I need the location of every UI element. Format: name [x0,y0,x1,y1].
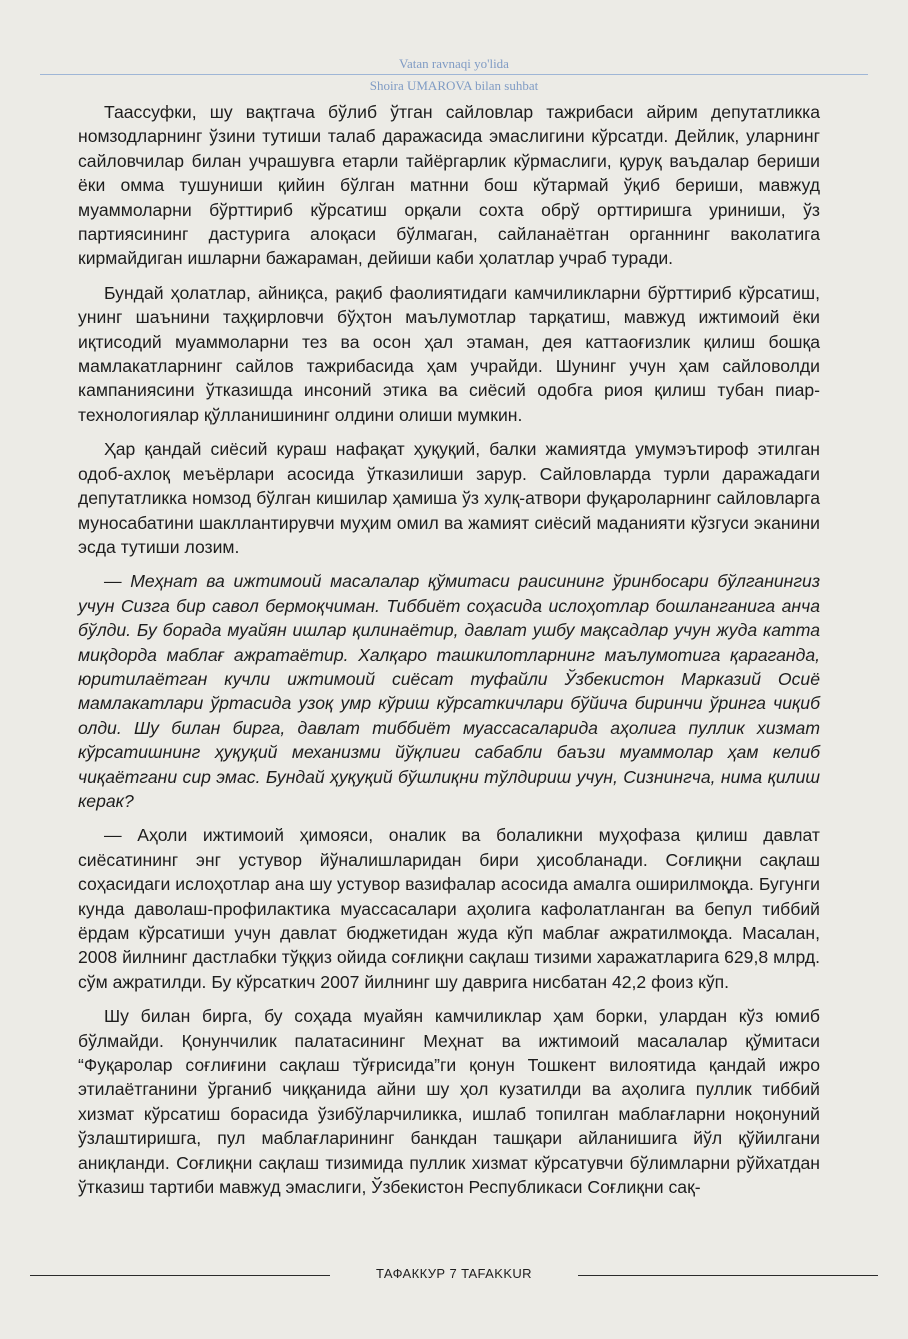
paragraph: Бундай ҳолатлар, айниқса, рақиб фаолиятидаги камчиликларни бўрттириб кўрсатиш, унинг шаънини таҳқирловчи бўҳтон маълумотлар тарқатиш, мавжуд ижтимоий ёки иқтисодий муаммоларни тез ва осон ҳал этаман, дея каттаоғизлик қилиш бошқа мамлакатларнинг сайлов тажрибасида ҳам учрайди. Шунинг учун ҳам сайловолди кампаниясини ўтказишда инсоний этика ва сиёсий одобга риоя қилиш тубан пиар-технологиялар қўлланишининг олдини олиши мумкин. [78,282,820,425]
running-header [40,52,868,96]
header-rule [40,74,868,75]
footer-page-label: ТАФАККУР 7 TAFAKKUR [376,1266,532,1281]
footer-rule-right [578,1275,878,1276]
paragraph: Шу билан бирга, бу соҳада муайян камчиликлар ҳам борки, улардан кўз юмиб бўлмайди. Қонунчилик палатасининг Меҳнат ва ижтимоий масалалар қўмитаси “Фуқаролар соғлиғини сақлаш тўғрисида”ги қонун Тошкент вилоятида қандай ижро этилаётганини ўрганиб чиққанида айни шу ҳол кузатилди ва аҳолига пуллик тиббий хизмат кўрсатиш борасида ўзибўларчиликка, ишлаб топилган маблағларни ноқонуний ўзлаштиришга, пул маблағларининг банкдан ташқари айланишига йўл қўйилгани аниқланди. Соғлиқни сақлаш тизимида пуллик хизмат кўрсатувчи бўлимларни рўйхатдан ўтказиш тартиби мавжуд эмаслиги, Ўзбекистон Республикаси Соғлиқни сақ- [78,1006,820,1198]
paragraph: Таассуфки, шу вақтгача бўлиб ўтган сайловлар тажрибаси айрим депутатликка номзодларнинг ўзини тутиши талаб даражасида эмаслигини кўрсатди. Дейлик, уларнинг сайловчилар билан учрашувга етарли тайёргарлик кўрмаслиги, қуруқ ваъдалар бериши ёки омма тушуниши қийин бўлган матнни бош кўтармай ўқиб бериши, мавжуд муаммоларни бўрттириб кўрсатиш орқали сохта обрў орттиришга уриниши, ўз партиясининг дастурига алоқаси бўлмаган, сайланаётган органнинг ваколатига кирмайдиган ишларни бажараман, дейиши каби ҳолатлар учраб туради. [78,102,820,269]
interview-question: — Меҳнат ва ижтимоий масалалар қўмитаси раисининг ўринбосари бўлганингиз учун Сизга бир савол бермоқчиман. Тиббиёт соҳасида ислоҳотлар бошланганига анча бўлди. Бу борада муайян ишлар қилинаётир, давлат ушбу мақсадлар учун жуда катта миқдорда маблағ ажратаётир. Халқаро ташкилотларнинг маълумотига қараганда, юритилаётган кучли ижтимоий сиёсат туфайли Ўзбекистон Марказий Осиё мамлакатлари ўртасида узоқ умр кўриш кўрсаткичлари бўйича биринчи ўринга чиқиб олди. Шу билан бирга, давлат тиббиёт муассасаларида аҳолига пуллик хизмат кўрсатишнинг ҳуқуқий механизми йўқлиги сабабли баъзи муаммолар ҳам келиб чиқаётгани сир эмас. Бундай ҳуқуқий бўшлиқни тўлдириш учун, Сизнингча, нима қилиш керак? [78,571,820,811]
footer-rule-left [30,1275,330,1276]
paragraph: Ҳар қандай сиёсий кураш нафақат ҳуқуқий, балки жамиятда умумэътироф этилган одоб-ахлоқ меъёрлари асосида ўтказилиши зарур. Сайловларда турли даражадаги депутатликка номзод бўлган кишилар ҳамиша ўз хулқ-атвори фуқароларнинг сайловларга муносабатини шакллантирувчи муҳим омил ва жамият сиёсий маданияти кўзгуси эканини эсда тутиши лозим. [78,439,820,557]
header-section-title: Vatan ravnaqi yo'lida [399,56,509,71]
interview-answer: — Аҳоли ижтимоий ҳимояси, оналик ва болаликни муҳофаза қилиш давлат сиёсатининг энг устувор йўналишларидан бири ҳисобланади. Соғлиқни сақлаш соҳасидаги ислоҳотлар ана шу устувор вазифалар асосида амалга оширилмоқда. Бугунги кунда даволаш-профилактика муассасалари аҳолига кафолатланган ва бепул тиббий ёрдам кўрсатиши учун давлат бюджетидан жуда кўп маблағ ажратилмоқда. Масалан, 2008 йилнинг дастлабки тўққиз ойида соғлиқни сақлаш тизими харажатларига 629,8 млрд. сўм ажратилди. Бу кўрсаткич 2007 йилнинг шу даврига нисбатан 42,2 фоиз кўп. [78,825,820,992]
page-footer [30,1266,878,1284]
header-interview-title: Shoira UMAROVA bilan suhbat [369,78,539,93]
article-body [78,100,820,1199]
